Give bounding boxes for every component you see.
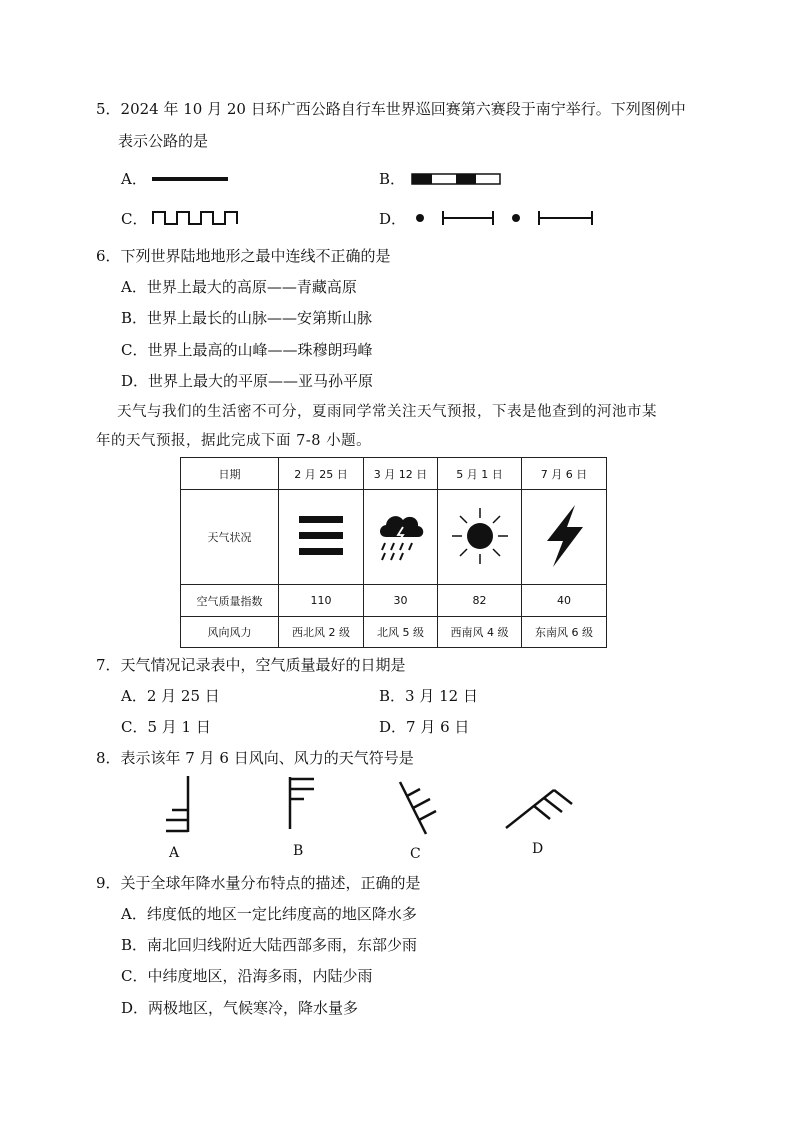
q6-option-a: A．世界上最大的高原——青藏高原 — [121, 278, 357, 296]
aqi-cell: 30 — [364, 585, 438, 617]
aqi-label-cell: 空气质量指数 — [181, 585, 279, 617]
sunny-icon — [450, 506, 510, 566]
figure-label-b: B — [293, 843, 304, 859]
fog-icon — [296, 511, 346, 561]
condition-cell — [279, 490, 364, 585]
boundary-legend-icon — [410, 207, 600, 229]
road-legend-solid-line — [150, 173, 230, 185]
wind-cell: 西北风 2 级 — [279, 617, 364, 648]
wind-symbol-d-icon — [502, 782, 578, 834]
condition-cell — [522, 490, 607, 585]
aqi-cell: 82 — [438, 585, 522, 617]
q9-option-c: C．中纬度地区，沿海多雨，内陆少雨 — [121, 967, 373, 985]
lightning-icon — [541, 503, 587, 569]
intro-line2: 年的天气预报，据此完成下面 7-8 小题。 — [96, 433, 372, 449]
q8-stem: 8．表示该年 7 月 6 日风向、风力的天气符号是 — [96, 749, 414, 767]
wall-legend-icon — [150, 208, 242, 228]
header-label-cell: 日期 — [181, 458, 279, 490]
q5-stem-line2: 表示公路的是 — [118, 132, 209, 150]
q6-option-c: C．世界上最高的山峰——珠穆朗玛峰 — [121, 341, 373, 359]
condition-cell — [364, 490, 438, 585]
wind-label-cell: 风向风力 — [181, 617, 279, 648]
q5-option-a-label: A． — [121, 170, 147, 188]
figure-label-c: C — [410, 846, 421, 862]
q9-option-d: D．两极地区，气候寒冷，降水量多 — [121, 999, 359, 1017]
date-cell: 2 月 25 日 — [279, 458, 364, 490]
q7-option-b: B．3 月 12 日 — [379, 687, 478, 705]
q5-option-b-label: B． — [379, 170, 406, 188]
intro-line1: 天气与我们的生活密不可分，夏雨同学常关注天气预报，下表是他查到的河池市某 — [117, 404, 657, 420]
wind-symbol-b-icon — [282, 775, 322, 831]
table-row-conditions — [181, 490, 607, 585]
condition-label-cell: 天气状况 — [181, 490, 279, 585]
q9-stem: 9．关于全球年降水量分布特点的描述，正确的是 — [96, 874, 421, 892]
q9-option-b: B．南北回归线附近大陆西部多雨，东部少雨 — [121, 936, 418, 954]
q6-stem: 6．下列世界陆地地形之最中连线不正确的是 — [96, 247, 391, 265]
q7-option-a: A．2 月 25 日 — [121, 687, 220, 705]
wind-symbol-a-icon — [158, 774, 194, 836]
figure-label-a: A — [169, 845, 180, 861]
q7-stem: 7．天气情况记录表中，空气质量最好的日期是 — [96, 656, 406, 674]
wind-cell: 西南风 4 级 — [438, 617, 522, 648]
q5-option-d-label: D． — [379, 210, 407, 228]
wind-cell: 北风 5 级 — [364, 617, 438, 648]
q9-option-a: A．纬度低的地区一定比纬度高的地区降水多 — [121, 905, 417, 923]
q7-option-d: D．7 月 6 日 — [379, 718, 470, 736]
railway-legend-icon — [410, 171, 504, 187]
table-row-aqi — [181, 585, 607, 617]
date-cell: 3 月 12 日 — [364, 458, 438, 490]
aqi-cell: 40 — [522, 585, 607, 617]
aqi-cell: 110 — [279, 585, 364, 617]
condition-cell — [438, 490, 522, 585]
q5-stem-line1: 5．2024 年 10 月 20 日环广西公路自行车世界巡回赛第六赛段于南宁举行。下列图例中 — [96, 100, 686, 118]
table-row-wind — [181, 617, 607, 648]
date-cell: 5 月 1 日 — [438, 458, 522, 490]
q7-option-c: C．5 月 1 日 — [121, 718, 211, 736]
thunderstorm-rain-icon — [376, 509, 426, 563]
date-cell: 7 月 6 日 — [522, 458, 607, 490]
q6-option-b: B．世界上最长的山脉——安第斯山脉 — [121, 309, 373, 327]
wind-cell: 东南风 6 级 — [522, 617, 607, 648]
q5-option-c-label: C． — [121, 210, 148, 228]
wind-symbol-c-icon — [396, 778, 442, 838]
figure-label-d: D — [532, 841, 544, 857]
weather-forecast-table — [180, 457, 607, 648]
q6-option-d: D．世界上最大的平原——亚马孙平原 — [121, 372, 374, 390]
table-row-dates — [181, 458, 607, 490]
